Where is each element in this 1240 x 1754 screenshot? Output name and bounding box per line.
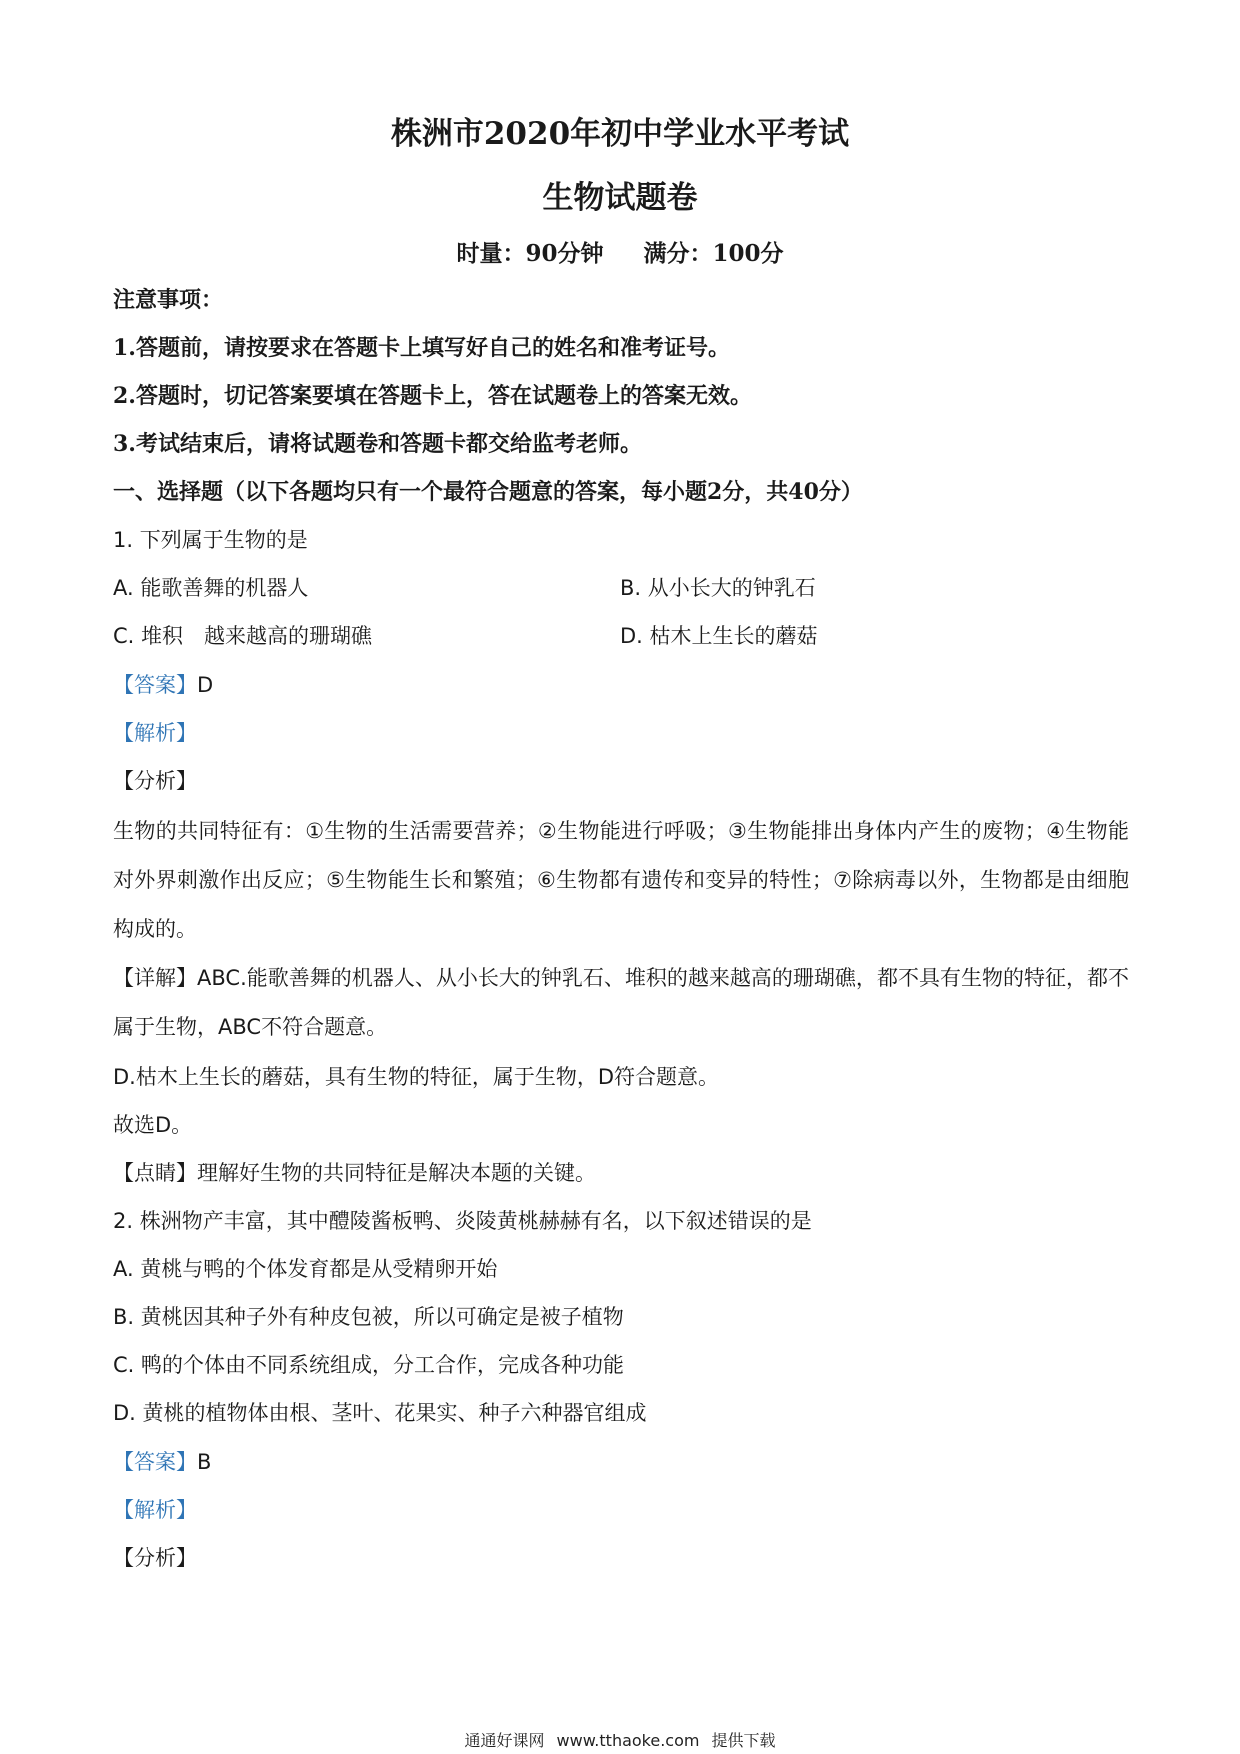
xiangjie-para [113,954,1129,1052]
dianjing-line [113,1159,1133,1188]
notice-item: 1.答题前，请按要求在答题卡上填写好自己的姓名和准考证号。 [113,335,730,361]
notice-heading: 注意事项： [113,287,224,313]
footer-url[interactable]: www.tthaoke.com [556,1731,700,1750]
fenxi-text: 生物的共同特征有：①生物的生活需要营养；②生物能进行呼吸；③生物能排出身体内产生的废物；④生物能对外界刺激作出反应；⑤生物能生长和繁殖；⑥生物都有遗传和变异的特性；⑦除病毒以外，生物都是由细胞构成的。 [113,819,1129,941]
answer-tag: 【答案】 [113,1450,197,1474]
page-footer [0,1728,1240,1751]
exam-time-score [0,235,1240,268]
question-stem: 2. 株洲物产丰富，其中醴陵酱板鸭、炎陵黄桃赫赫有名，以下叙述错误的是 [113,1209,812,1233]
fenxi-tag: 【分析】 [113,1546,197,1570]
answer-line [113,1448,1133,1477]
option-d: D. 黄桃的植物体由根、茎叶、花果实、种子六种器官组成 [113,1401,647,1425]
analysis-tag: 【解析】 [113,1498,197,1522]
time-text: 时量：90分钟 [456,240,604,267]
dianjing-text: 理解好生物的共同特征是解决本题的关键。 [197,1161,596,1185]
xiangjie-tag: 【详解】 [113,966,198,990]
footer-site-name: 通通好课网 [464,1731,545,1750]
answer-tag: 【答案】 [113,673,197,697]
answer-value: B [197,1450,212,1474]
answer-value: D [197,673,214,697]
exam-subtitle: 生物试题卷 [542,180,698,216]
option-a: A. 能歌善舞的机器人 [113,576,309,600]
analysis-tag: 【解析】 [113,721,197,745]
footer-provide: 提供下载 [711,1731,776,1750]
option-a: A. 黄桃与鸭的个体发育都是从受精卵开始 [113,1257,498,1281]
score-text: 满分：100分 [643,240,784,267]
notice-item: 2.答题时，切记答案要填在答题卡上，答在试题卷上的答案无效。 [113,383,752,409]
xiangjie-text: ABC.能歌善舞的机器人、从小长大的钟乳石、堆积的越来越高的珊瑚礁，都不具有生物的特征，都不属于生物，ABC不符合题意。 [113,966,1129,1039]
option-c: C. 堆积 越来越高的珊瑚礁 [113,624,373,648]
question-stem: 1. 下列属于生物的是 [113,528,308,552]
exam-title: 株洲市2020年初中学业水平考试 [390,116,850,152]
option-b: B. 从小长大的钟乳石 [620,576,816,600]
explanation-d: D.枯木上生长的蘑菇，具有生物的特征，属于生物，D符合题意。 [113,1065,720,1089]
notice-item: 3.考试结束后，请将试题卷和答题卡都交给监考老师。 [113,431,642,457]
section-heading: 一、选择题（以下各题均只有一个最符合题意的答案，每小题2分，共40分） [113,479,863,505]
fenxi-tag: 【分析】 [113,769,197,793]
choose-text: 故选D。 [113,1113,193,1137]
answer-line [113,671,1133,700]
option-c: C. 鸭的个体由不同系统组成，分工合作，完成各种功能 [113,1353,625,1377]
option-b: B. 黄桃因其种子外有种皮包被，所以可确定是被子植物 [113,1305,624,1329]
dianjing-tag: 【点睛】 [113,1161,197,1185]
option-d: D. 枯木上生长的蘑菇 [620,624,818,648]
